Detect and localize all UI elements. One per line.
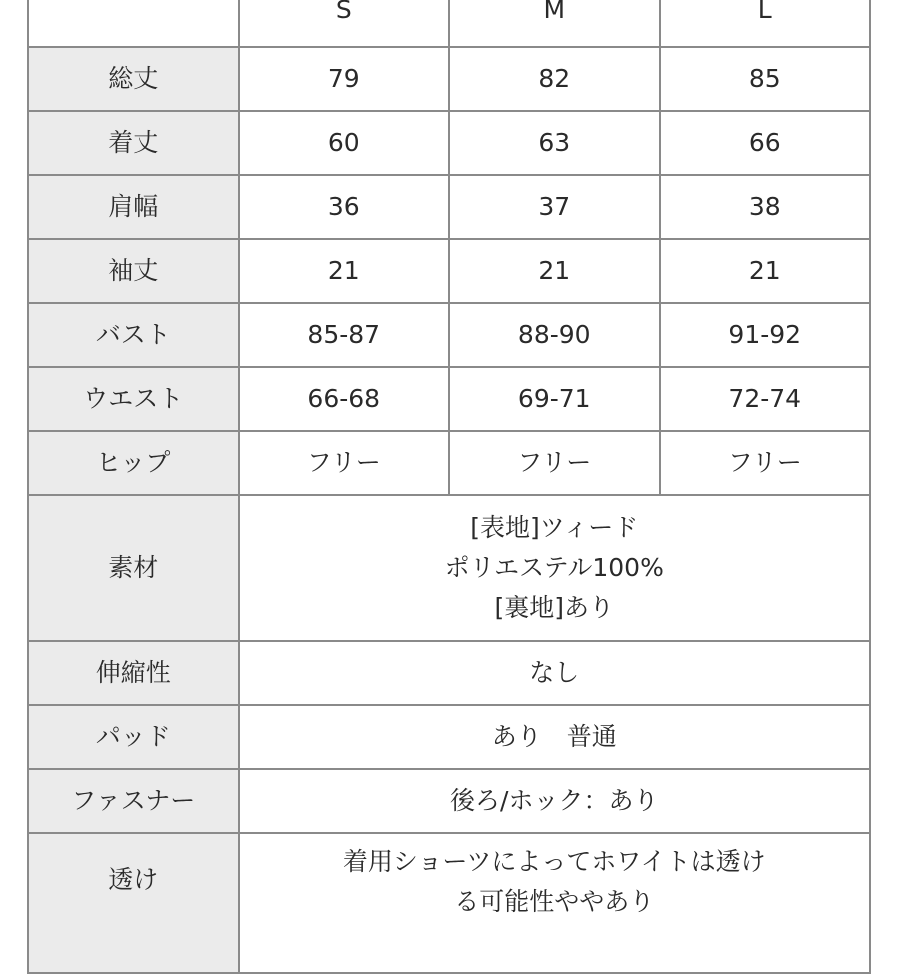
row-shoulder-width: [28, 175, 870, 239]
row-label: ヒップ: [28, 431, 239, 495]
cell-m: 69-71: [449, 367, 660, 431]
cell-s: 21: [239, 239, 450, 303]
cell-m: 21: [449, 239, 660, 303]
row-stretch: [28, 641, 870, 705]
cell-s: 36: [239, 175, 450, 239]
row-total-length: [28, 47, 870, 111]
cell-s: 66-68: [239, 367, 450, 431]
cell-l: フリー: [660, 431, 871, 495]
size-header-m: M: [449, 0, 660, 47]
cell-m: フリー: [449, 431, 660, 495]
row-body-length: [28, 111, 870, 175]
header-corner-cell: [28, 0, 239, 47]
size-header-row: [28, 0, 870, 47]
row-material: [28, 495, 870, 641]
size-chart-table: [27, 0, 871, 974]
row-label: 素材: [28, 495, 239, 641]
padding-value: あり 普通: [239, 705, 871, 769]
row-label: 袖丈: [28, 239, 239, 303]
row-label: 伸縮性: [28, 641, 239, 705]
size-header-s: S: [239, 0, 450, 47]
row-sleeve-length: [28, 239, 870, 303]
material-value: [表地]ツィード ポリエステル100% [裏地]あり: [239, 495, 871, 641]
row-label: 総丈: [28, 47, 239, 111]
cell-s: 85-87: [239, 303, 450, 367]
cell-l: 21: [660, 239, 871, 303]
cell-s: フリー: [239, 431, 450, 495]
zipper-value: 後ろ/ホック：あり: [239, 769, 871, 833]
stretch-value: なし: [239, 641, 871, 705]
cell-l: 66: [660, 111, 871, 175]
cell-l: 85: [660, 47, 871, 111]
cell-l: 72-74: [660, 367, 871, 431]
row-label: 着丈: [28, 111, 239, 175]
row-zipper: [28, 769, 870, 833]
row-label: 肩幅: [28, 175, 239, 239]
row-label: ウエスト: [28, 367, 239, 431]
row-label: パッド: [28, 705, 239, 769]
cell-m: 63: [449, 111, 660, 175]
cell-m: 88-90: [449, 303, 660, 367]
row-waist: [28, 367, 870, 431]
row-label: ファスナー: [28, 769, 239, 833]
row-label: バスト: [28, 303, 239, 367]
cell-s: 79: [239, 47, 450, 111]
row-padding: [28, 705, 870, 769]
row-sheerness: [28, 833, 870, 973]
cell-m: 82: [449, 47, 660, 111]
cell-l: 38: [660, 175, 871, 239]
cell-l: 91-92: [660, 303, 871, 367]
cell-s: 60: [239, 111, 450, 175]
sheerness-value: 着用ショーツによってホワイトは透け る可能性ややあり: [239, 833, 871, 973]
size-header-l: L: [660, 0, 871, 47]
row-bust: [28, 303, 870, 367]
row-label: 透け: [28, 833, 239, 973]
cell-m: 37: [449, 175, 660, 239]
row-hip: [28, 431, 870, 495]
